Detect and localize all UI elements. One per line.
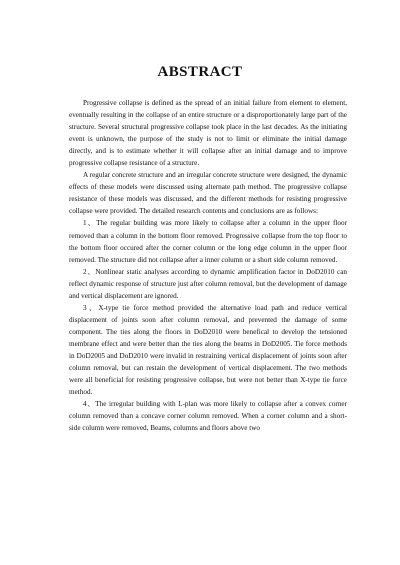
paragraph-1: Progressive collapse is defined as the spread of an initial failure from element to element, eventually resulting in the collapse of an entire structure or a disproportionately large part of the structure. Several structural progressive collapse took place in the last decades. As the initiating event is unknown, the purpose of the study is not to limit or eliminate the initial damage directly, and is to estimate whether it will collapse after an initial damage and to improve progressive collapse resistance of a structure. xyxy=(69,99,347,168)
paragraph-5: 3、X-type tie force method provided the alternative load path and reduce vertical displacement of joints soon after column removal, and prevented the damage of some component. The ties along the floors in DoD2010 were benefical to develop the tensioned membrane effect and were better than the ties along the beams in DoD2005. Tie force methods in DoD2005 and DoD2010 were invalid in restraining vertical displacement of joints soon after column removal, but can restain the development of vertical displacement. The two methods were all beneficial for resisting progressive collapse, but were not better than X-type tie force method. xyxy=(69,303,347,397)
abstract-body xyxy=(69,97,347,434)
paragraph-6: 4、The irregular building with L-plan was more likely to collapse after a convex corner column removed than a concave corner column removed. When a corner column and a short-side column were removed, Beams, columns and floors above two xyxy=(69,400,347,433)
paragraph-3: 1、The regular building was more likely to collapse after a column in the upper floor removed than a column in the bottom floor removed. Progressive collapse from the top floor to the bottom floor occured after the corner column or the long edge column in the upper floor removed. The structure did not collapse after a inner column or a short side column removed. xyxy=(69,219,347,264)
paragraph-4: 2、Nonlinear static analyses according to dynamic amplification factor in DoD2010 can reflect dynamic response of structure just after column removal, but the development of damage and vertical displacement are ignored. xyxy=(69,267,347,300)
abstract-title: ABSTRACT xyxy=(157,64,243,80)
paragraph-2: A regular concrete structure and an irregular concrete structure were designed, the dynamic effects of these models were discussed using alternate path method. The progressive collapse resistance of these models was discussed, and the different methods for resisting progressive collapse were provided. The detailed research contents and conclusions are as follows: xyxy=(69,171,347,216)
